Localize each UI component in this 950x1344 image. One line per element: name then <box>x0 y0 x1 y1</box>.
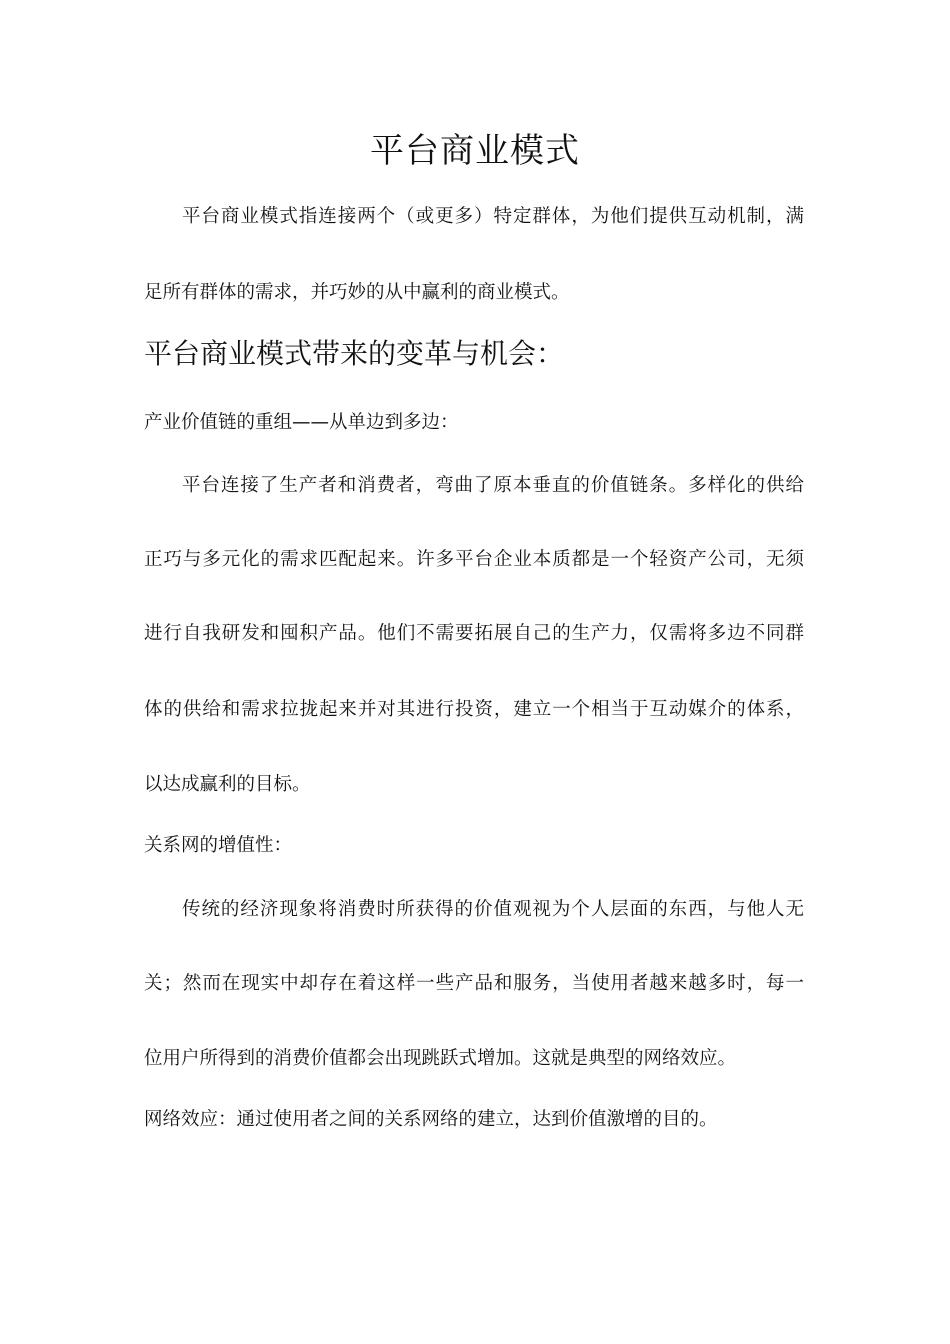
paragraph-line: 关；然而在现实中却存在着这样一些产品和服务，当使用者越来越多时，每一 <box>144 973 804 994</box>
paragraph-line: 体的供给和需求拉拢起来并对其进行投资，建立一个相当于互动媒介的体系， <box>144 699 804 720</box>
subsection-heading-network: 关系网的增值性： <box>144 835 293 856</box>
paragraph-line: 传统的经济现象将消费时所获得的价值观视为个人层面的东西，与他人无 <box>182 899 804 920</box>
network-effect-definition: 网络效应：通过使用者之间的关系网络的建立，达到价值激增的目的。 <box>144 1109 718 1130</box>
section-heading: 平台商业模式带来的变革与机会： <box>144 337 565 370</box>
paragraph-line: 正巧与多元化的需求匹配起来。许多平台企业本质都是一个轻资产公司，无须 <box>144 549 804 570</box>
intro-line-1: 平台商业模式指连接两个（或更多）特定群体，为他们提供互动机制，满 <box>182 206 804 227</box>
paragraph-line: 平台连接了生产者和消费者，弯曲了原本垂直的价值链条。多样化的供给 <box>182 475 804 496</box>
subsection-heading-value-chain: 产业价值链的重组——从单边到多边： <box>144 412 459 433</box>
paragraph-line: 进行自我研发和囤积产品。他们不需要拓展自己的生产力，仅需将多边不同群 <box>144 623 804 644</box>
paragraph-line: 位用户所得到的消费价值都会出现跳跃式增加。这就是典型的网络效应。 <box>144 1048 737 1069</box>
intro-line-2: 足所有群体的需求，并巧妙的从中赢利的商业模式。 <box>144 282 570 303</box>
paragraph-line: 以达成赢利的目标。 <box>144 774 311 795</box>
document-title: 平台商业模式 <box>370 131 580 171</box>
